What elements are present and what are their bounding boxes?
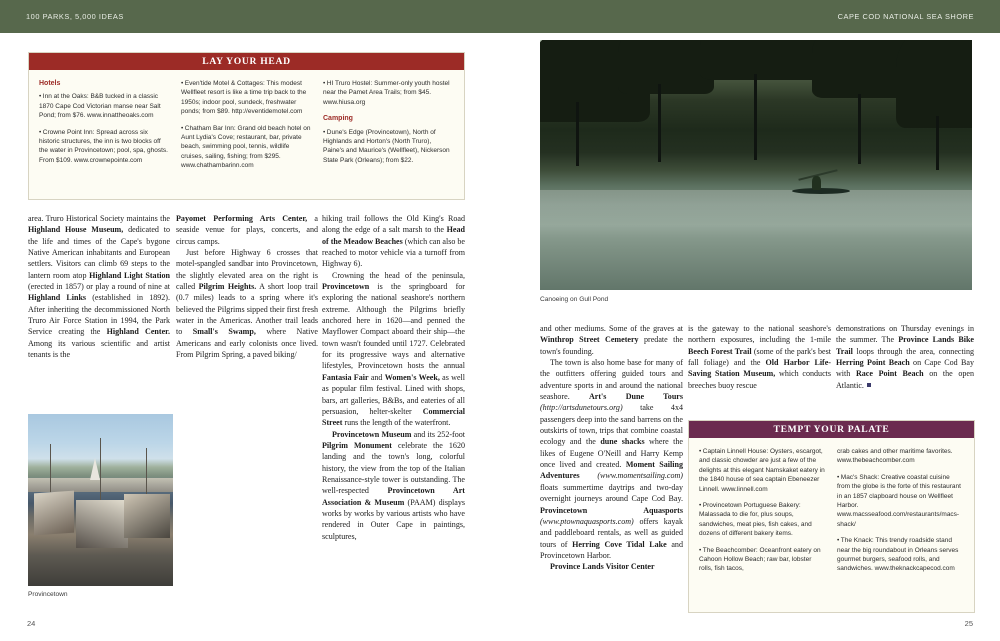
bullet-icon: •: [837, 473, 840, 481]
running-head-right: CAPE COD NATIONAL SEA SHORE: [837, 12, 974, 21]
dining-list-item: • Captain Linnell House: Oysters, escargot, and classic chowder are just a few of the delights at this elegant Namskaket eatery in the 1840 house of sea captain Ebeneezer Linnell. www.linnell.com: [699, 448, 825, 493]
bullet-icon: •: [699, 448, 702, 455]
provincetown-photo-caption: Provincetown: [28, 591, 68, 598]
body-paragraph: area. Truro Historical Society maintains the Highland House Museum, dedicated to the life and times of the Cape's bygone Native American inhabitants and European settlers. Visitors can climb 69 steps to the lantern room atop Highland Light Station (erected in 1857) or play a round of nine at Highland Links (established in 1892). After inheriting the decommissioned North Truro Air Force Station in 1994, the Park Service creating the Highland Center. Among its various scientific and artist tenants is the: [28, 214, 170, 360]
lodging-column-2: [181, 79, 312, 171]
body-column-6: [836, 323, 974, 391]
photo-tree-trunk: [576, 102, 579, 166]
lodging-list-item: • Even'tide Motel & Cottages: This modest Wellfleet resort is like a time trip back to the 1950s; indoor pool, sundeck, freshwater ponds; from $89. http://eventidemotel.com: [181, 80, 307, 116]
photo-church-steeple: [90, 458, 100, 480]
body-column-4: [540, 323, 683, 573]
photo-tree-trunk: [754, 74, 757, 160]
bullet-icon: •: [39, 128, 42, 136]
body-paragraph: Province Lands Visitor Center: [550, 562, 655, 572]
dining-sidebar-body: [689, 438, 974, 582]
gull-pond-photo-caption: Canoeing on Gull Pond: [540, 296, 609, 303]
running-head-left: 100 PARKS, 5,000 IDEAS: [26, 12, 124, 21]
body-paragraph: is the gateway to the national seashore's northern exposures, including the 1-mile Beech Forest Trail (some of the park's best fall foliage) and the Old Harbor Life-Saving Station Museum, which conducts breeches buoy rescue: [688, 324, 832, 390]
photo-tree-canopy: [896, 40, 972, 128]
lodging-column-3: [323, 79, 454, 171]
running-head-bar: [0, 0, 1000, 33]
bullet-icon: •: [39, 93, 42, 101]
dining-list-item: • The Beachcomber: Oceanfront eatery on Cahoon Hollow Beach; raw bar, lobster rolls, fish tacos,: [699, 546, 821, 573]
dining-sidebar-title: TEMPT YOUR PALATE: [689, 421, 974, 438]
lodging-sidebar-title: LAY YOUR HEAD: [29, 53, 464, 70]
folio-right-page-number: 25: [964, 619, 973, 628]
bullet-icon: •: [837, 537, 840, 545]
photo-water-glare: [540, 190, 972, 238]
photo-paddler-figure: [812, 176, 821, 190]
lodging-list-item: • Chatham Bar Inn: Grand old beach hotel on Aunt Lydia's Cove; restaurant, bar, private beach, swimming pool, tennis, wildlife cruises, sailing, fishing; from $295. www.chathambarinn.com: [181, 124, 311, 170]
photo-tree-canopy: [700, 40, 830, 80]
dining-column-2: [837, 447, 964, 574]
body-column-1: [28, 213, 170, 360]
bullet-icon: •: [181, 124, 184, 132]
bullet-icon: •: [699, 502, 702, 510]
dining-list-item: • Mac's Shack: Creative coastal cuisine from the globe is the forte of this restaurant in an 1857 clapboard house on Wellfleet Harbor. www.macsseafood.com/restaurants/macs-shack/: [837, 473, 961, 528]
dining-sidebar: [688, 420, 975, 613]
lodging-list-item: • Crowne Point Inn: Spread across six historic structures, the inn is two blocks off the water in Provincetown; pool, spa, ghosts. From $109. www.crownepointe.com: [39, 128, 168, 164]
bullet-icon: •: [699, 546, 702, 554]
dining-continued-text: crab cakes and other maritime favorites. www.thebeachcomber.com: [837, 448, 953, 465]
lodging-list-item: • Dune's Edge (Provincetown), North of Highlands and Horton's (North Truro), Paine's and Maurice's (Wellfleet), Nickerson State Park (Orleans); from $22.: [323, 128, 450, 164]
bullet-icon: •: [323, 128, 326, 136]
photo-tree-trunk: [858, 94, 861, 164]
body-paragraph: hiking trail follows the Old King's Road along the edge of a salt marsh to the Head of the Meadow Beaches (which can also be reached to motor vehicle via a turnoff from Highway 6).: [322, 214, 465, 269]
body-paragraph: The town is also home base for many of the outfitters offering guided tours and adventure sports in and around the national seashore. Art's Dune Tours (http://artsdunetours.org) take 4x4 passengers deep into the sand barrens on the outskirts of town, trips that combine coastal ecology and the dune shacks where the likes of Eugene O'Neill and Harry Kemp once lived and created. Moment Sailing Adventures (www.momentsailing.com) floats summertime daytrips and two-day overnight journeys around Cape Cod Bay. Provincetown Aquasports (www.ptownaquasports.com) offers kayak and paddleboard rentals, as well as guided tours of Herring Cove Tidal Lake and Provincetown Harbor.: [540, 358, 684, 560]
lodging-column-1: [39, 79, 170, 171]
lodging-list-item: • HI Truro Hostel: Summer-only youth hostel near the Pamet Area Trails; from $45. www.hiusa.org: [323, 80, 450, 106]
body-paragraph: and other mediums. Some of the graves at Winthrop Street Cemetery predate the town's founding.: [540, 324, 683, 356]
body-column-5: [688, 323, 831, 391]
lodging-camping-subhead: Camping: [323, 115, 353, 123]
lodging-sidebar: [28, 52, 465, 200]
body-paragraph: Payomet Performing Arts Center, a seaside venue for plays, concerts, and circus camps.: [176, 214, 318, 246]
body-paragraph: Provincetown Museum and its 252-foot Pilgrim Monument celebrate the 1620 landing and the town's long, colorful history, the view from the top of the Italian Renaissance-style tower is outstanding. The well-respected Provincetown Art Association & Museum (PAAM) displays works by works by various artists who have rendered in Outer Cape in paintings, sculptures,: [322, 429, 465, 541]
photo-boat-mast: [146, 448, 147, 496]
photo-tree-trunk: [658, 84, 661, 162]
dining-column-1: [699, 447, 826, 574]
dining-list-item: • The Knack: This trendy roadside stand near the big roundabout in Orleans serves gourmet burgers, seafood rolls, and sandwiches. www.theknackcapecod.com: [837, 537, 959, 573]
end-of-article-mark: [867, 383, 871, 387]
lodging-list-item: • Inn at the Oaks: B&B tucked in a classic 1870 Cape Cod Victorian manse near Salt Pond; from $76. www.innattheoaks.com: [39, 93, 161, 120]
bullet-icon: •: [181, 80, 184, 87]
dining-list-item: • Provincetown Portuguese Bakery: Malassada to die for, plus soups, sandwiches, meat pies, fish cakes, and dozens of different bakery items.: [699, 502, 812, 538]
bullet-icon: •: [323, 80, 326, 87]
photo-boat-mast: [100, 438, 101, 500]
provincetown-harbor-photo: [28, 414, 173, 586]
lodging-hotels-subhead: Hotels: [39, 80, 61, 87]
gull-pond-photo: [540, 40, 972, 290]
body-paragraph: Just before Highway 6 crosses that motel-spangled sandbar into Provincetown, the slightly elevated area on the right is called Pilgrim Heights. A short loop trail (0.7 miles) leads to a spring where it's believed the Pilgrims sipped their first fresh water in the Americas. Another trail leads to Small's Swamp, where Native Americans and early colonists once lived. From Pilgrim Spring, a paved biking/: [176, 248, 318, 360]
photo-fishing-boat: [76, 500, 128, 548]
body-paragraph: Crowning the head of the peninsula, Provincetown is the springboard for exploring the national seashore's northern extreme. Although the Pilgrims briefly anchored here in 1620—and penned the Mayflower Compact aboard their ship—the town wasn't founded until 1727. Celebrated for its progressive ways and alternative lifestyles, Provincetown hosts the annual Fantasia Fair and Women's Week, as well as popular film festival. Lined with shops, bars, art galleries, B&Bs, and eateries of all persuasion, helter-skelter Commercial Street runs the length of the waterfront.: [322, 270, 465, 428]
photo-fishing-boat: [124, 494, 170, 538]
body-column-2: [176, 213, 318, 360]
photo-kayak-hull: [792, 188, 850, 194]
photo-tree-trunk: [936, 116, 939, 170]
photo-fishing-boat: [34, 491, 74, 536]
body-paragraph: demonstrations on Thursday evenings in the summer. The Province Lands Bike Trail loops through the area, connecting Herring Point Beach on Cape Cod Bay with Race Point Beach on the open Atlantic.: [836, 324, 974, 390]
folio-left-page-number: 24: [27, 619, 36, 628]
photo-boat-mast: [50, 444, 51, 494]
body-column-3: [322, 213, 465, 542]
lodging-sidebar-body: [29, 70, 464, 179]
